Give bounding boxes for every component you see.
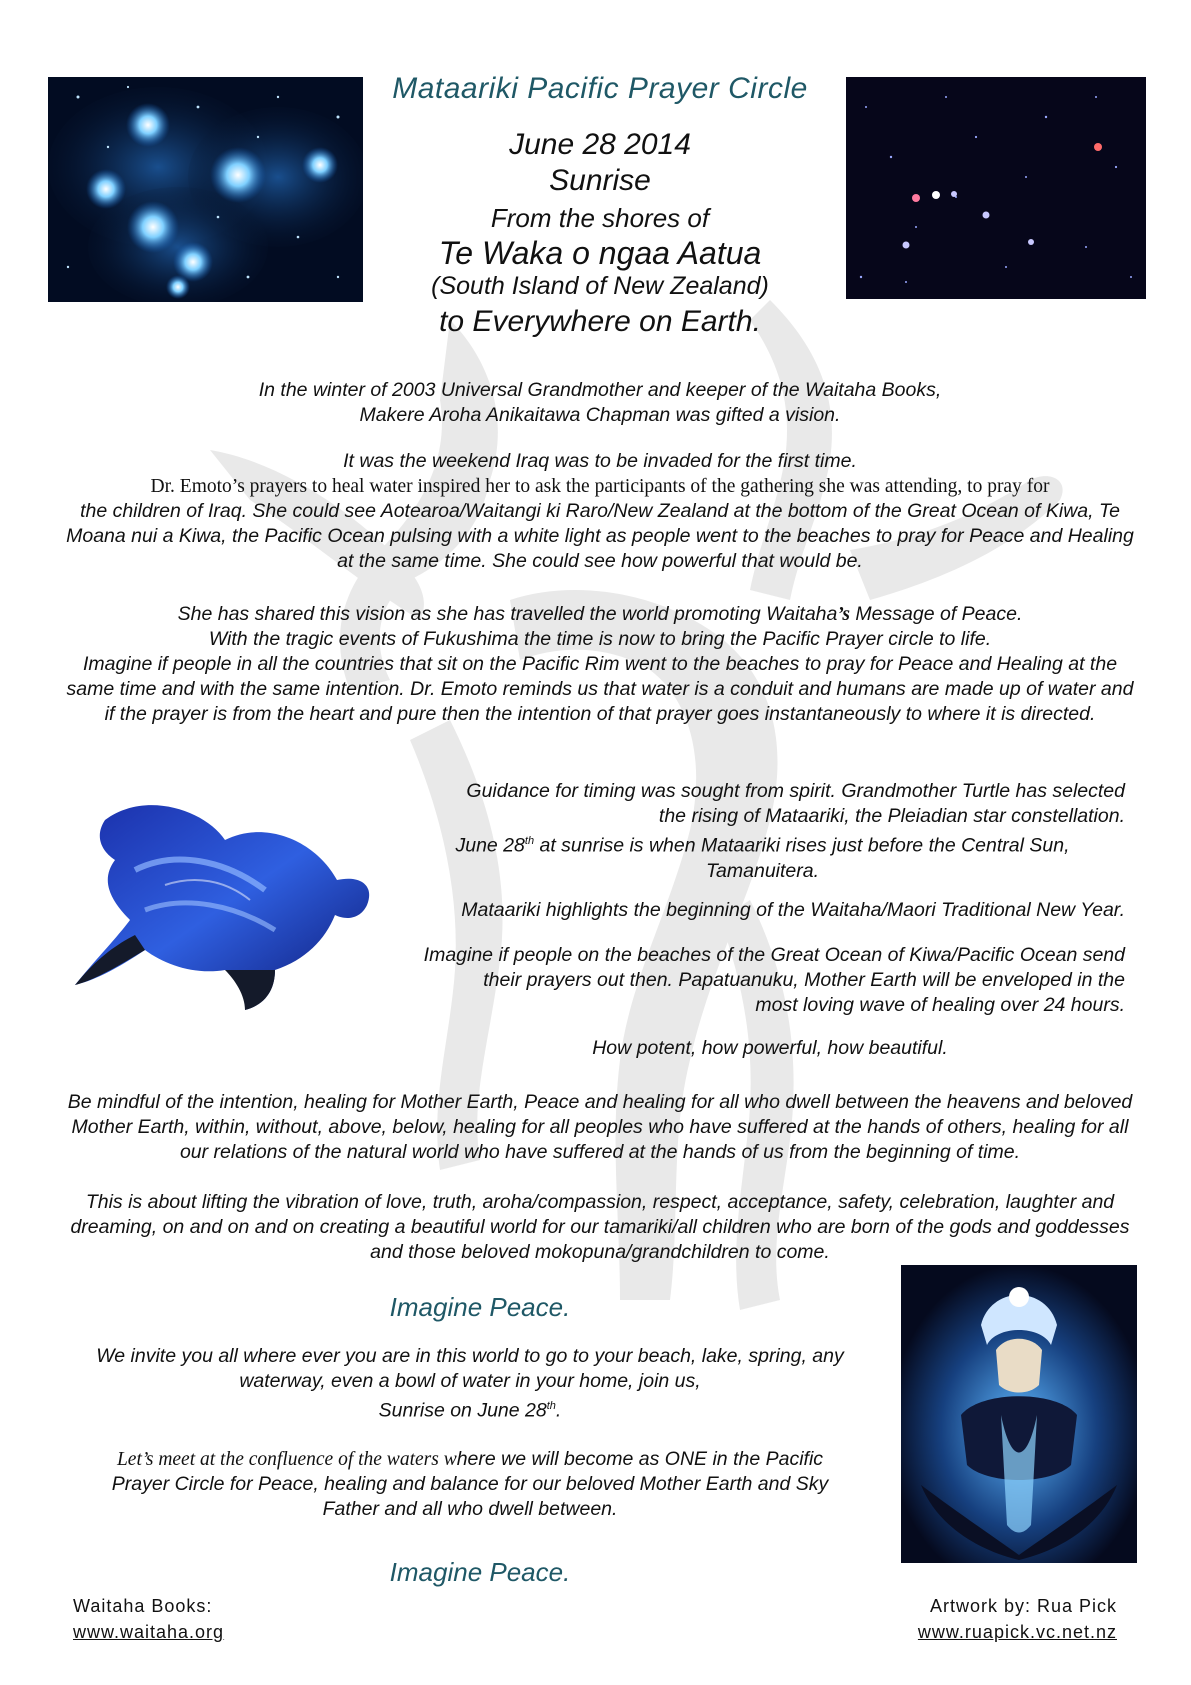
place-name: Te Waka o ngaa Aatua <box>438 235 762 271</box>
paragraph-line: most loving wave of healing over 24 hours. <box>755 994 1125 1016</box>
paragraph-line: Father and all who dwell between. <box>322 1498 618 1520</box>
paragraph-potent: How potent, how powerful, how beautiful. <box>592 1037 948 1059</box>
paragraph-meet <box>60 1447 880 1522</box>
subtitle-from: From the shores of <box>490 203 710 233</box>
paragraph-new-year: Mataariki highlights the beginning of the Waitaha/Maori Traditional New Year. <box>461 899 1125 921</box>
turtle-image <box>75 780 375 1015</box>
event-time: Sunrise <box>549 164 651 197</box>
paragraph-line: waterway, even a bowl of water in your home, join us, <box>239 1370 701 1392</box>
page-title: Mataariki Pacific Prayer Circle <box>392 72 808 105</box>
pleiades-star-cluster-icon <box>48 77 363 302</box>
paragraph-beaches <box>400 943 1125 1018</box>
paragraph-line: Guidance for timing was sought from spirit. Grandmother Turtle has selected <box>466 780 1125 802</box>
paragraph-line <box>60 1447 880 1472</box>
blue-sea-turtle-icon <box>75 780 375 1015</box>
text-run: here we will become as ONE in the Pacific <box>456 1448 824 1470</box>
island-name: (South Island of New Zealand) <box>431 272 769 300</box>
paragraph-line: With the tragic events of Fukushima the time is now to bring the Pacific Prayer circle to life. <box>208 628 992 650</box>
paragraph-iraq <box>60 449 1140 574</box>
imagine-peace-heading: Imagine Peace. <box>389 1557 571 1587</box>
paragraph-line: It was the weekend Iraq was to be invaded for the first time. <box>343 450 857 472</box>
paragraph-vision <box>60 378 1140 428</box>
text-run: Let’s meet at the confluence of the waters w <box>116 1449 457 1470</box>
text-run: She has shared this vision as she has travelled the world promoting Waitaha <box>177 603 838 625</box>
paragraph-lifting: This is about lifting the vibration of love, truth, aroha/compassion, respect, acceptance, safety, celebration, laughter and dreaming, on and on and on creating a beautiful world for our tamariki/all children who are born of the gods and goddesses and those beloved mokopuna/grandchildren to come. <box>70 1191 1130 1263</box>
imagine-peace-heading: Imagine Peace. <box>389 1292 571 1322</box>
paragraph-line: the rising of Mataariki, the Pleiadian star constellation. <box>658 805 1125 827</box>
pleiades-image <box>48 77 363 302</box>
waitaha-website-link[interactable]: www.waitaha.org <box>73 1622 225 1642</box>
paragraph-line: their prayers out then. Papatuanuku, Mother Earth will be enveloped in the <box>483 969 1125 991</box>
paragraph-line <box>400 829 1125 859</box>
footer-artwork-credit: Artwork by: Rua Pick <box>929 1596 1117 1616</box>
artwork-image <box>901 1265 1137 1563</box>
paragraph-line: We invite you all where ever you are in this world to go to your beach, lake, spring, any <box>96 1345 844 1367</box>
superscript: th <box>546 1400 556 1412</box>
paragraph-mindful: Be mindful of the intention, healing for Mother Earth, Peace and healing for all who dwell between the heavens and beloved Mother Earth, within, without, above, below, healing for all peoples who have suffered at the hands of others, healing for all our relations of the natural world who have suffered at the hands of us from the beginning of time. <box>67 1091 1133 1163</box>
paragraph-guidance <box>400 779 1125 884</box>
text-run: ’s <box>837 604 851 625</box>
paragraph-line: Makere Aroha Anikaitawa Chapman was gifted a vision. <box>359 404 841 426</box>
text-run: June 28 <box>455 834 525 857</box>
paragraph-line <box>60 1394 880 1424</box>
night-sky-constellation-icon <box>846 77 1146 299</box>
paragraph-fukushima <box>60 602 1140 727</box>
paragraph-line <box>60 602 1140 627</box>
ruapick-website-link[interactable]: www.ruapick.vc.net.nz <box>917 1622 1117 1642</box>
superscript: th <box>524 835 535 847</box>
text-run: at sunrise is when Mataariki rises just before the Central Sun, <box>534 834 1070 857</box>
event-date: June 28 2014 <box>509 128 691 161</box>
footer-publisher-label: Waitaha Books: <box>73 1596 213 1616</box>
subtitle-everywhere: to Everywhere on Earth. <box>439 305 761 338</box>
paragraph-line: Imagine if people on the beaches of the Great Ocean of Kiwa/Pacific Ocean send <box>423 944 1125 966</box>
paragraph-line: In the winter of 2003 Universal Grandmother and keeper of the Waitaha Books, <box>258 379 942 401</box>
paragraph-body: Imagine if people in all the countries that sit on the Pacific Rim went to the beaches to pray for Peace and Healing at the same time and with the same intention. Dr. Emoto reminds us that water is a conduit and humans are made up of water and if the prayer is from the heart and pure then the intention of that prayer goes instantaneously to where it is directed. <box>66 653 1134 725</box>
paragraph-body: the children of Iraq. She could see Aotearoa/Waitangi ki Raro/New Zealand at the bottom of the Great Ocean of Kiwa, Te Moana nui a Kiwa, the Pacific Ocean pulsing with a white light as people went to the beaches to pray for Peace and Healing at the same time. She could see how powerful that would be. <box>66 500 1134 572</box>
paragraph-line-serif: Dr. Emoto’s prayers to heal water inspired her to ask the participants of the gathering she was attending, to pray for <box>150 476 1050 497</box>
text-run: Message of Peace. <box>850 603 1023 625</box>
paragraph-invite <box>60 1344 880 1424</box>
water-spirit-painting-icon <box>901 1265 1137 1563</box>
text-run: . <box>555 1399 562 1422</box>
paragraph-line: Prayer Circle for Peace, healing and balance for our beloved Mother Earth and Sky <box>111 1473 829 1495</box>
constellation-image <box>846 77 1146 299</box>
paragraph-line: Tamanuitera. <box>705 859 820 882</box>
text-run: Sunrise on June 28 <box>378 1399 547 1422</box>
